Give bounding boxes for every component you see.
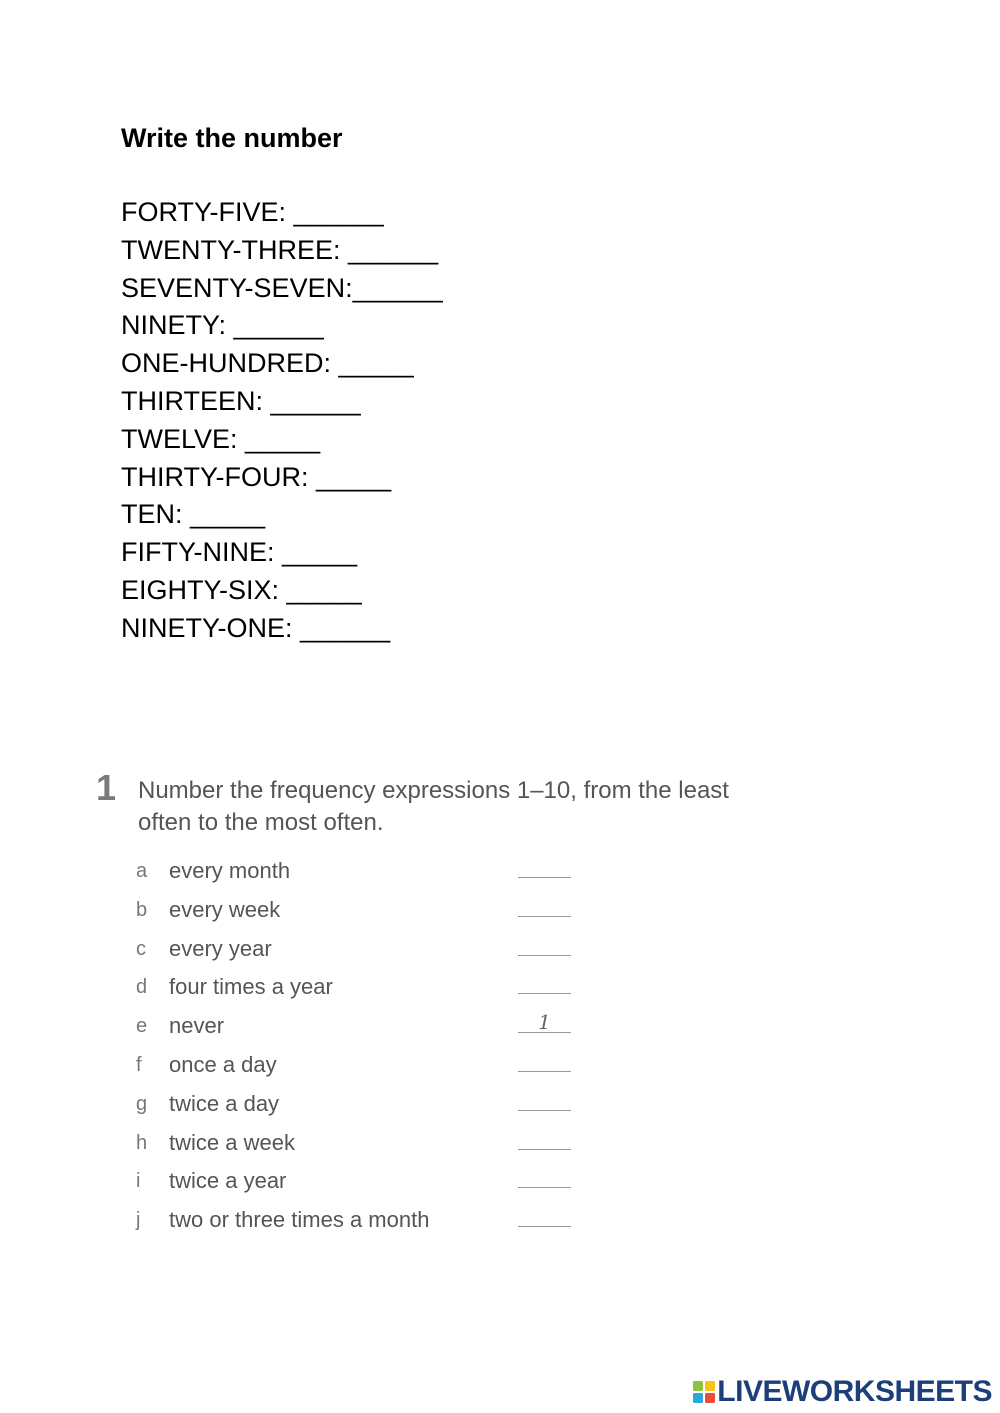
answer-blank[interactable] (518, 1206, 571, 1227)
frequency-item (136, 1127, 576, 1166)
item-text: twice a year (169, 1168, 287, 1194)
item-letter: b (136, 898, 148, 921)
item-letter: i (136, 1170, 141, 1193)
item-text: twice a week (169, 1129, 295, 1155)
frequency-item (136, 1010, 576, 1049)
number-words-list (121, 194, 443, 648)
item-text: twice a day (169, 1090, 280, 1116)
item-text: every month (169, 858, 291, 883)
number-word-item: NINETY: ______ (121, 310, 324, 341)
item-text: every year (169, 935, 272, 961)
answer-blank[interactable] (518, 896, 571, 917)
exercise-number: 1 (96, 767, 117, 808)
frequency-item (136, 933, 576, 972)
item-text: never (169, 1013, 225, 1039)
liveworksheets-logo-icon (693, 1381, 715, 1403)
number-word-item: TEN: _____ (121, 499, 266, 530)
liveworksheets-brand (693, 1377, 992, 1407)
item-letter: f (136, 1053, 142, 1076)
answer-blank[interactable] (518, 935, 571, 956)
number-word-item: TWELVE: _____ (121, 423, 321, 454)
frequency-item (136, 1204, 576, 1243)
item-text: four times a year (169, 974, 333, 1000)
frequency-item (136, 971, 576, 1010)
answer-blank[interactable] (518, 973, 571, 994)
worksheet-title: Write the number (121, 123, 343, 153)
item-letter: j (136, 1209, 141, 1232)
number-word-item: TWENTY-THREE: ______ (121, 234, 439, 265)
frequency-item (136, 894, 576, 933)
answer-blank[interactable]: 1 (518, 1012, 571, 1033)
answer-blank[interactable] (518, 1129, 571, 1150)
frequency-item (136, 1088, 576, 1127)
item-letter: g (136, 1092, 148, 1115)
item-letter: h (136, 1131, 148, 1154)
number-word-item: NINETY-ONE: ______ (121, 612, 391, 643)
item-letter: e (136, 1015, 148, 1038)
answer-blank[interactable] (518, 857, 571, 878)
item-text: two or three times a month (169, 1207, 430, 1233)
item-text: once a day (169, 1051, 277, 1077)
number-word-item: THIRTEEN: ______ (121, 385, 361, 416)
number-word-item: EIGHTY-SIX: _____ (121, 574, 362, 605)
answer-blank[interactable] (518, 1167, 571, 1188)
item-letter: c (136, 937, 146, 960)
frequency-item (136, 855, 576, 894)
answer-blank[interactable] (518, 1051, 571, 1072)
item-letter: d (136, 976, 148, 999)
frequency-list (136, 855, 576, 1243)
item-text: every week (169, 896, 281, 922)
exercise-instruction: Number the frequency expressions 1–10, from the least often to the most often. (138, 777, 729, 836)
number-word-item: SEVENTY-SEVEN:______ (121, 272, 443, 303)
frequency-item (136, 1049, 576, 1088)
number-word-item: THIRTY-FOUR: _____ (121, 461, 392, 492)
number-word-item: FORTY-FIVE: ______ (121, 197, 384, 227)
brand-name: LIVEWORKSHEETS (717, 1375, 992, 1408)
number-word-item: FIFTY-NINE: _____ (121, 537, 358, 568)
number-word-item: ONE-HUNDRED: _____ (121, 348, 414, 379)
answer-blank[interactable] (518, 1090, 571, 1111)
frequency-item (136, 1165, 576, 1204)
item-letter: a (136, 860, 148, 882)
